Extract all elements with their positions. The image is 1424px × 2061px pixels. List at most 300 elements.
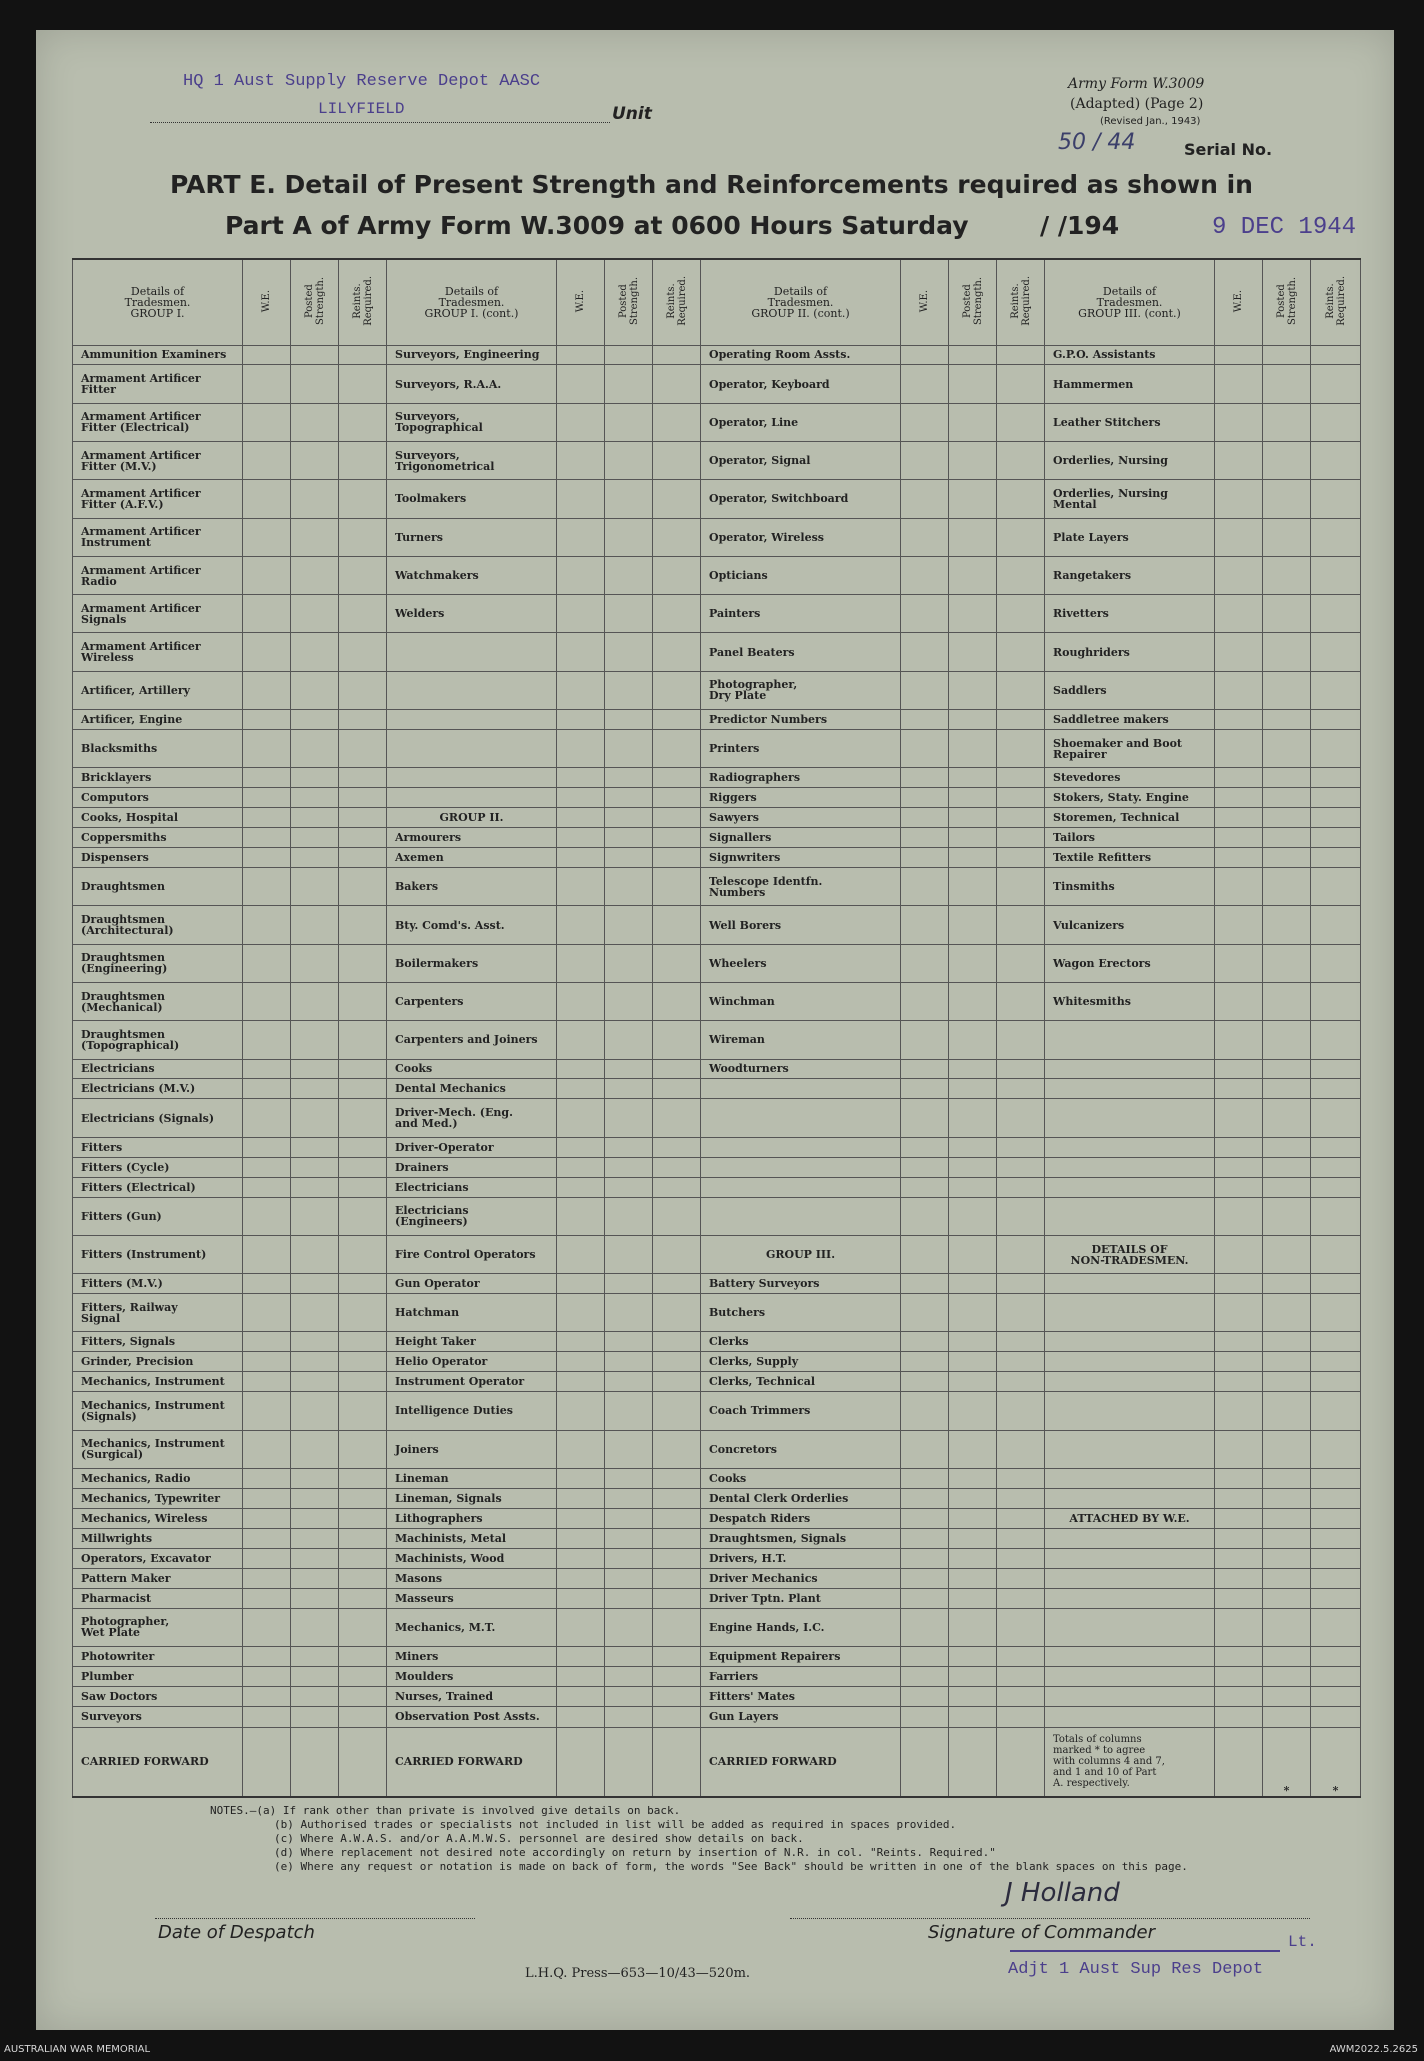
entry-cell[interactable] xyxy=(1311,1508,1361,1528)
entry-cell[interactable] xyxy=(339,906,387,944)
entry-cell[interactable] xyxy=(901,1568,949,1588)
entry-cell[interactable] xyxy=(653,788,701,808)
entry-cell[interactable] xyxy=(243,1686,291,1706)
entry-cell[interactable] xyxy=(997,1332,1045,1352)
entry-cell[interactable] xyxy=(557,982,605,1020)
entry-cell[interactable] xyxy=(1263,808,1311,828)
entry-cell[interactable] xyxy=(1215,768,1263,788)
entry-cell[interactable] xyxy=(949,729,997,767)
entry-cell[interactable] xyxy=(901,1099,949,1137)
entry-cell[interactable] xyxy=(997,1686,1045,1706)
entry-cell[interactable] xyxy=(1215,1059,1263,1079)
entry-cell[interactable] xyxy=(1311,1528,1361,1548)
entry-cell[interactable] xyxy=(1263,365,1311,403)
entry-cell[interactable] xyxy=(291,788,339,808)
entry-cell[interactable] xyxy=(339,556,387,594)
entry-cell[interactable] xyxy=(339,768,387,788)
entry-cell[interactable] xyxy=(1311,1235,1361,1273)
entry-cell[interactable] xyxy=(243,768,291,788)
entry-cell[interactable] xyxy=(1215,710,1263,730)
entry-cell[interactable] xyxy=(339,1468,387,1488)
entry-cell[interactable] xyxy=(243,808,291,828)
entry-cell[interactable] xyxy=(339,1548,387,1568)
entry-cell[interactable] xyxy=(653,1274,701,1294)
entry-cell[interactable] xyxy=(1311,1372,1361,1392)
entry-cell[interactable] xyxy=(901,633,949,671)
entry-cell[interactable] xyxy=(949,403,997,441)
entry-cell[interactable] xyxy=(339,788,387,808)
entry-cell[interactable] xyxy=(1263,1686,1311,1706)
entry-cell[interactable] xyxy=(1263,1392,1311,1430)
entry-cell[interactable] xyxy=(339,1430,387,1468)
entry-cell[interactable] xyxy=(605,345,653,365)
entry-cell[interactable] xyxy=(949,1157,997,1177)
entry-cell[interactable] xyxy=(557,633,605,671)
entry-cell[interactable] xyxy=(243,345,291,365)
entry-cell[interactable] xyxy=(997,1508,1045,1528)
entry-cell[interactable] xyxy=(901,1352,949,1372)
entry-cell[interactable] xyxy=(291,848,339,868)
entry-cell[interactable] xyxy=(997,1352,1045,1372)
entry-cell[interactable] xyxy=(291,1608,339,1646)
entry-cell[interactable] xyxy=(949,1021,997,1059)
entry-cell[interactable] xyxy=(557,345,605,365)
entry-cell[interactable] xyxy=(1215,944,1263,982)
entry-cell[interactable] xyxy=(243,1568,291,1588)
entry-cell[interactable] xyxy=(339,1235,387,1273)
entry-cell[interactable] xyxy=(243,868,291,906)
entry-cell[interactable] xyxy=(339,1157,387,1177)
entry-cell[interactable] xyxy=(1215,982,1263,1020)
entry-cell[interactable] xyxy=(291,671,339,709)
entry-cell[interactable] xyxy=(291,1352,339,1372)
entry-cell[interactable] xyxy=(557,1352,605,1372)
entry-cell[interactable] xyxy=(949,1137,997,1157)
entry-cell[interactable] xyxy=(291,1548,339,1568)
entry-cell[interactable] xyxy=(339,1646,387,1666)
entry-cell[interactable] xyxy=(1215,1608,1263,1646)
entry-cell[interactable] xyxy=(1215,1079,1263,1099)
entry-cell[interactable] xyxy=(997,1608,1045,1646)
entry-cell[interactable] xyxy=(557,1548,605,1568)
entry-cell[interactable] xyxy=(1311,442,1361,480)
entry-cell[interactable] xyxy=(901,868,949,906)
entry-cell[interactable] xyxy=(949,480,997,518)
entry-cell[interactable] xyxy=(291,480,339,518)
entry-cell[interactable] xyxy=(1215,1352,1263,1372)
entry-cell[interactable] xyxy=(949,868,997,906)
entry-cell[interactable] xyxy=(243,729,291,767)
entry-cell[interactable] xyxy=(1215,1392,1263,1430)
entry-cell[interactable] xyxy=(949,1548,997,1568)
entry-cell[interactable] xyxy=(557,1059,605,1079)
entry-cell[interactable] xyxy=(901,1706,949,1727)
entry-cell[interactable] xyxy=(653,1079,701,1099)
entry-cell[interactable] xyxy=(1215,345,1263,365)
entry-cell[interactable] xyxy=(1215,1197,1263,1235)
entry-cell[interactable] xyxy=(1311,1568,1361,1588)
entry-cell[interactable] xyxy=(1263,1079,1311,1099)
entry-cell[interactable] xyxy=(901,710,949,730)
entry-cell[interactable] xyxy=(1215,1528,1263,1548)
entry-cell[interactable] xyxy=(901,1372,949,1392)
entry-cell[interactable] xyxy=(653,1235,701,1273)
entry-cell[interactable] xyxy=(997,1528,1045,1548)
entry-cell[interactable] xyxy=(653,710,701,730)
entry-cell[interactable] xyxy=(557,1608,605,1646)
entry-cell[interactable] xyxy=(1215,729,1263,767)
entry-cell[interactable] xyxy=(653,1488,701,1508)
entry-cell[interactable] xyxy=(653,768,701,788)
entry-cell[interactable] xyxy=(243,1021,291,1059)
entry-cell[interactable] xyxy=(1311,848,1361,868)
entry-cell[interactable] xyxy=(243,633,291,671)
entry-cell[interactable] xyxy=(339,1294,387,1332)
entry-cell[interactable] xyxy=(901,1488,949,1508)
entry-cell[interactable] xyxy=(605,480,653,518)
entry-cell[interactable] xyxy=(1311,1332,1361,1352)
entry-cell[interactable] xyxy=(291,1197,339,1235)
entry-cell[interactable] xyxy=(557,518,605,556)
entry-cell[interactable] xyxy=(291,906,339,944)
entry-cell[interactable] xyxy=(949,1197,997,1235)
entry-cell[interactable] xyxy=(339,1608,387,1646)
entry-cell[interactable] xyxy=(997,1392,1045,1430)
entry-cell[interactable] xyxy=(1263,1294,1311,1332)
entry-cell[interactable] xyxy=(1215,365,1263,403)
entry-cell[interactable] xyxy=(1311,1430,1361,1468)
entry-cell[interactable] xyxy=(1263,768,1311,788)
entry-cell[interactable] xyxy=(1215,1588,1263,1608)
entry-cell[interactable] xyxy=(291,1079,339,1099)
entry-cell[interactable] xyxy=(1311,868,1361,906)
entry-cell[interactable] xyxy=(1215,1137,1263,1157)
entry-cell[interactable] xyxy=(901,671,949,709)
entry-cell[interactable] xyxy=(291,1468,339,1488)
entry-cell[interactable] xyxy=(339,1666,387,1686)
entry-cell[interactable] xyxy=(949,1294,997,1332)
entry-cell[interactable] xyxy=(339,828,387,848)
entry-cell[interactable] xyxy=(339,1568,387,1588)
entry-cell[interactable] xyxy=(291,1488,339,1508)
entry-cell[interactable] xyxy=(1215,442,1263,480)
entry-cell[interactable] xyxy=(1215,868,1263,906)
entry-cell[interactable] xyxy=(339,1372,387,1392)
entry-cell[interactable] xyxy=(949,1372,997,1392)
entry-cell[interactable] xyxy=(557,1079,605,1099)
entry-cell[interactable] xyxy=(605,1021,653,1059)
entry-cell[interactable] xyxy=(949,1706,997,1727)
entry-cell[interactable] xyxy=(1215,808,1263,828)
entry-cell[interactable] xyxy=(901,345,949,365)
entry-cell[interactable] xyxy=(557,1666,605,1686)
entry-cell[interactable] xyxy=(997,828,1045,848)
entry-cell[interactable] xyxy=(1215,1235,1263,1273)
entry-cell[interactable] xyxy=(243,1059,291,1079)
entry-cell[interactable] xyxy=(1263,1197,1311,1235)
entry-cell[interactable] xyxy=(605,1372,653,1392)
entry-cell[interactable] xyxy=(339,944,387,982)
entry-cell[interactable] xyxy=(605,1430,653,1468)
entry-cell[interactable] xyxy=(949,345,997,365)
entry-cell[interactable] xyxy=(243,1508,291,1528)
entry-cell[interactable] xyxy=(653,480,701,518)
entry-cell[interactable] xyxy=(339,1021,387,1059)
entry-cell[interactable] xyxy=(339,365,387,403)
entry-cell[interactable] xyxy=(339,1274,387,1294)
entry-cell[interactable] xyxy=(291,982,339,1020)
entry-cell[interactable] xyxy=(291,710,339,730)
entry-cell[interactable] xyxy=(901,788,949,808)
entry-cell[interactable] xyxy=(291,1157,339,1177)
entry-cell[interactable] xyxy=(243,1294,291,1332)
entry-cell[interactable] xyxy=(605,1137,653,1157)
entry-cell[interactable] xyxy=(901,1079,949,1099)
entry-cell[interactable] xyxy=(1215,1646,1263,1666)
entry-cell[interactable] xyxy=(949,828,997,848)
entry-cell[interactable] xyxy=(1311,729,1361,767)
entry-cell[interactable] xyxy=(997,480,1045,518)
entry-cell[interactable] xyxy=(243,1468,291,1488)
entry-cell[interactable] xyxy=(557,808,605,828)
entry-cell[interactable] xyxy=(949,1430,997,1468)
entry-cell[interactable] xyxy=(653,1021,701,1059)
entry-cell[interactable] xyxy=(1263,1706,1311,1727)
entry-cell[interactable] xyxy=(339,1177,387,1197)
entry-cell[interactable] xyxy=(653,1352,701,1372)
entry-cell[interactable] xyxy=(339,868,387,906)
entry-cell[interactable] xyxy=(605,729,653,767)
entry-cell[interactable] xyxy=(1263,633,1311,671)
entry-cell[interactable] xyxy=(949,710,997,730)
entry-cell[interactable] xyxy=(291,1706,339,1727)
entry-cell[interactable] xyxy=(605,1706,653,1727)
entry-cell[interactable] xyxy=(1311,788,1361,808)
entry-cell[interactable] xyxy=(1311,403,1361,441)
entry-cell[interactable] xyxy=(653,729,701,767)
entry-cell[interactable] xyxy=(949,1608,997,1646)
entry-cell[interactable] xyxy=(291,1430,339,1468)
entry-cell[interactable] xyxy=(557,1706,605,1727)
entry-cell[interactable] xyxy=(1311,556,1361,594)
entry-cell[interactable] xyxy=(557,1274,605,1294)
entry-cell[interactable] xyxy=(949,1059,997,1079)
entry-cell[interactable] xyxy=(291,1294,339,1332)
entry-cell[interactable] xyxy=(1311,518,1361,556)
entry-cell[interactable] xyxy=(1215,595,1263,633)
entry-cell[interactable] xyxy=(1215,1568,1263,1588)
entry-cell[interactable] xyxy=(605,1177,653,1197)
entry-cell[interactable] xyxy=(605,1508,653,1528)
entry-cell[interactable] xyxy=(997,365,1045,403)
entry-cell[interactable] xyxy=(1263,1430,1311,1468)
entry-cell[interactable] xyxy=(1311,1646,1361,1666)
entry-cell[interactable] xyxy=(997,518,1045,556)
entry-cell[interactable] xyxy=(243,1235,291,1273)
entry-cell[interactable] xyxy=(1263,1608,1311,1646)
entry-cell[interactable] xyxy=(1311,1588,1361,1608)
entry-cell[interactable] xyxy=(243,1274,291,1294)
entry-cell[interactable] xyxy=(949,982,997,1020)
entry-cell[interactable] xyxy=(653,1332,701,1352)
entry-cell[interactable] xyxy=(1311,1197,1361,1235)
entry-cell[interactable] xyxy=(653,1528,701,1548)
entry-cell[interactable] xyxy=(653,1099,701,1137)
entry-cell[interactable] xyxy=(901,1508,949,1528)
entry-cell[interactable] xyxy=(1311,808,1361,828)
entry-cell[interactable] xyxy=(605,595,653,633)
entry-cell[interactable] xyxy=(1263,1137,1311,1157)
entry-cell[interactable] xyxy=(243,944,291,982)
entry-cell[interactable] xyxy=(997,1177,1045,1197)
entry-cell[interactable] xyxy=(901,1608,949,1646)
entry-cell[interactable] xyxy=(997,1430,1045,1468)
entry-cell[interactable] xyxy=(557,729,605,767)
entry-cell[interactable] xyxy=(243,1099,291,1137)
entry-cell[interactable] xyxy=(557,1137,605,1157)
entry-cell[interactable] xyxy=(1311,1137,1361,1157)
entry-cell[interactable] xyxy=(605,365,653,403)
entry-cell[interactable] xyxy=(653,595,701,633)
entry-cell[interactable] xyxy=(605,1099,653,1137)
entry-cell[interactable] xyxy=(1215,1548,1263,1568)
entry-cell[interactable] xyxy=(1215,1274,1263,1294)
entry-cell[interactable] xyxy=(997,1488,1045,1508)
entry-cell[interactable] xyxy=(1263,1488,1311,1508)
entry-cell[interactable] xyxy=(243,1488,291,1508)
entry-cell[interactable] xyxy=(653,1706,701,1727)
entry-cell[interactable] xyxy=(653,1666,701,1686)
entry-cell[interactable] xyxy=(901,729,949,767)
entry-cell[interactable] xyxy=(1215,1294,1263,1332)
entry-cell[interactable] xyxy=(949,808,997,828)
entry-cell[interactable] xyxy=(997,788,1045,808)
entry-cell[interactable] xyxy=(557,1430,605,1468)
entry-cell[interactable] xyxy=(291,1332,339,1352)
entry-cell[interactable] xyxy=(653,868,701,906)
entry-cell[interactable] xyxy=(605,848,653,868)
entry-cell[interactable] xyxy=(949,1588,997,1608)
entry-cell[interactable] xyxy=(997,1274,1045,1294)
entry-cell[interactable] xyxy=(949,1177,997,1197)
entry-cell[interactable] xyxy=(243,1528,291,1548)
entry-cell[interactable] xyxy=(1311,1079,1361,1099)
entry-cell[interactable] xyxy=(997,1588,1045,1608)
entry-cell[interactable] xyxy=(605,944,653,982)
entry-cell[interactable] xyxy=(243,1079,291,1099)
entry-cell[interactable] xyxy=(291,768,339,788)
entry-cell[interactable] xyxy=(339,1508,387,1528)
entry-cell[interactable] xyxy=(997,671,1045,709)
entry-cell[interactable] xyxy=(605,982,653,1020)
entry-cell[interactable] xyxy=(1263,480,1311,518)
entry-cell[interactable] xyxy=(901,403,949,441)
entry-cell[interactable] xyxy=(997,1079,1045,1099)
entry-cell[interactable] xyxy=(557,848,605,868)
entry-cell[interactable] xyxy=(1311,595,1361,633)
entry-cell[interactable] xyxy=(243,1548,291,1568)
entry-cell[interactable] xyxy=(901,808,949,828)
entry-cell[interactable] xyxy=(1263,442,1311,480)
entry-cell[interactable] xyxy=(339,1332,387,1352)
entry-cell[interactable] xyxy=(291,1235,339,1273)
entry-cell[interactable] xyxy=(901,768,949,788)
entry-cell[interactable] xyxy=(949,788,997,808)
entry-cell[interactable] xyxy=(339,671,387,709)
entry-cell[interactable] xyxy=(557,1157,605,1177)
entry-cell[interactable] xyxy=(949,518,997,556)
entry-cell[interactable] xyxy=(291,403,339,441)
entry-cell[interactable] xyxy=(291,1059,339,1079)
entry-cell[interactable] xyxy=(997,633,1045,671)
entry-cell[interactable] xyxy=(243,1352,291,1372)
entry-cell[interactable] xyxy=(997,768,1045,788)
entry-cell[interactable] xyxy=(997,848,1045,868)
entry-cell[interactable] xyxy=(653,1294,701,1332)
entry-cell[interactable] xyxy=(997,1294,1045,1332)
entry-cell[interactable] xyxy=(901,1430,949,1468)
entry-cell[interactable] xyxy=(339,729,387,767)
entry-cell[interactable] xyxy=(339,1137,387,1157)
entry-cell[interactable] xyxy=(949,633,997,671)
entry-cell[interactable] xyxy=(1311,633,1361,671)
entry-cell[interactable] xyxy=(653,1372,701,1392)
entry-cell[interactable] xyxy=(1263,556,1311,594)
entry-cell[interactable] xyxy=(243,1588,291,1608)
entry-cell[interactable] xyxy=(653,1468,701,1488)
entry-cell[interactable] xyxy=(997,1706,1045,1727)
entry-cell[interactable] xyxy=(291,1099,339,1137)
entry-cell[interactable] xyxy=(291,1137,339,1157)
entry-cell[interactable] xyxy=(339,442,387,480)
entry-cell[interactable] xyxy=(605,1666,653,1686)
entry-cell[interactable] xyxy=(557,1235,605,1273)
entry-cell[interactable] xyxy=(291,518,339,556)
entry-cell[interactable] xyxy=(653,1646,701,1666)
entry-cell[interactable] xyxy=(997,710,1045,730)
entry-cell[interactable] xyxy=(605,1079,653,1099)
entry-cell[interactable] xyxy=(1311,828,1361,848)
entry-cell[interactable] xyxy=(1263,345,1311,365)
entry-cell[interactable] xyxy=(291,729,339,767)
entry-cell[interactable] xyxy=(901,1197,949,1235)
entry-cell[interactable] xyxy=(339,403,387,441)
entry-cell[interactable] xyxy=(901,518,949,556)
entry-cell[interactable] xyxy=(1215,1706,1263,1727)
entry-cell[interactable] xyxy=(243,828,291,848)
entry-cell[interactable] xyxy=(949,1099,997,1137)
entry-cell[interactable] xyxy=(997,1372,1045,1392)
entry-cell[interactable] xyxy=(653,1177,701,1197)
entry-cell[interactable] xyxy=(1311,710,1361,730)
entry-cell[interactable] xyxy=(605,906,653,944)
entry-cell[interactable] xyxy=(243,906,291,944)
entry-cell[interactable] xyxy=(605,1059,653,1079)
entry-cell[interactable] xyxy=(557,1197,605,1235)
entry-cell[interactable] xyxy=(339,808,387,828)
entry-cell[interactable] xyxy=(605,868,653,906)
entry-cell[interactable] xyxy=(1263,1235,1311,1273)
entry-cell[interactable] xyxy=(949,1646,997,1666)
entry-cell[interactable] xyxy=(243,1137,291,1157)
entry-cell[interactable] xyxy=(243,1430,291,1468)
entry-cell[interactable] xyxy=(1215,480,1263,518)
entry-cell[interactable] xyxy=(901,848,949,868)
entry-cell[interactable] xyxy=(605,671,653,709)
entry-cell[interactable] xyxy=(901,442,949,480)
entry-cell[interactable] xyxy=(1215,1488,1263,1508)
entry-cell[interactable] xyxy=(339,1197,387,1235)
